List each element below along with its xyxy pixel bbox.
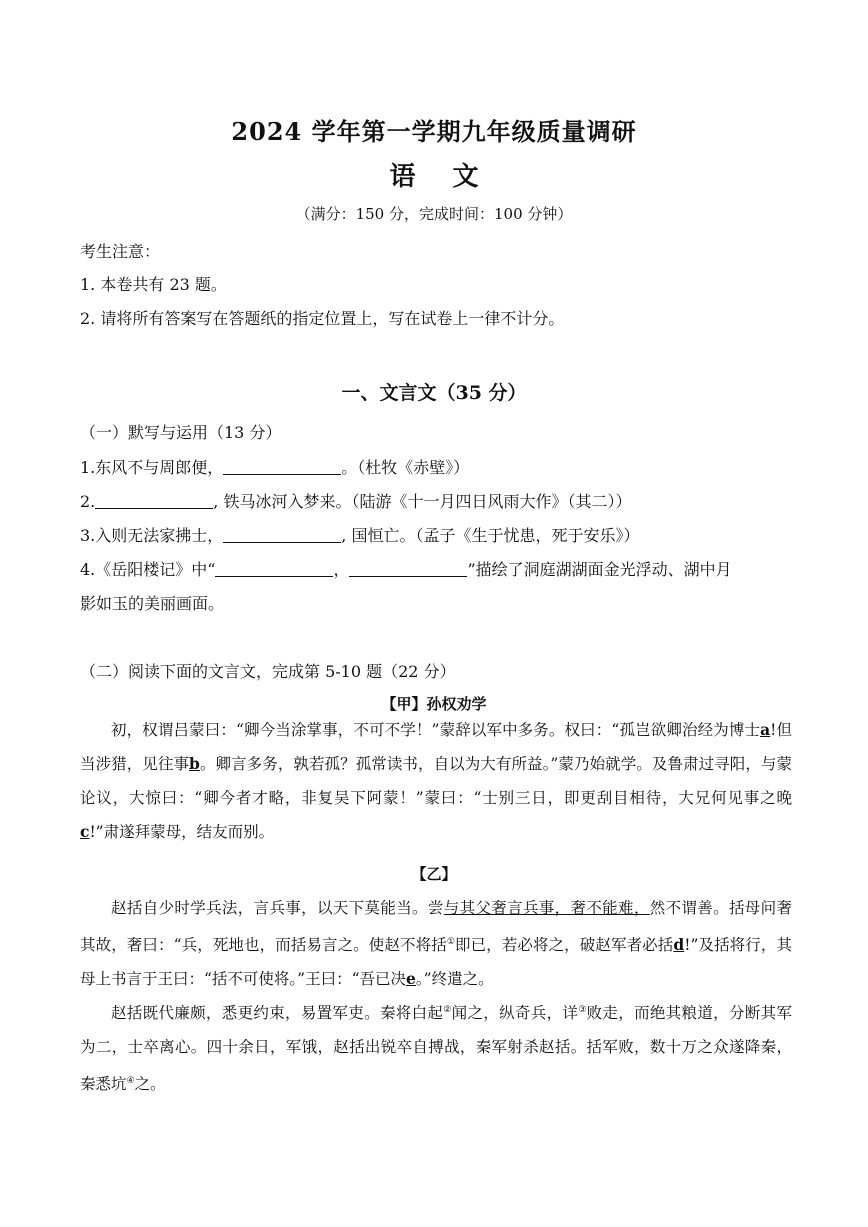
notice-heading: 考生注意：: [80, 242, 161, 261]
passage-yi-paragraph-1: [80, 891, 792, 996]
footnote-2: ②: [443, 1005, 452, 1015]
q4-desc: ”描绘了洞庭湖湖面金光浮动、湖中月: [467, 560, 732, 579]
yi-p2-s1: 赵括既代廉颇，悉更约束，易置军吏。秦将白起: [111, 1004, 444, 1023]
footnote-1: ①: [446, 937, 455, 947]
q1-text: 1.东风不与周郎便，: [80, 458, 224, 477]
notice-item-1: 1. 本卷共有 23 题。: [80, 275, 227, 294]
score-info: （满分：150 分，完成时间：100 分钟）: [295, 205, 573, 223]
q1-blank[interactable]: [223, 459, 341, 475]
jia-sentence-3: 。卿言多务，孰若孤？孤常读书，自以为大有所益。”蒙乃始就学。及鲁肃过寻阳，与蒙论议，大惊曰：“卿今者才略，非复吴下阿蒙！”蒙曰：“士别三日，即更刮目相待，大兄何见事之晚: [80, 755, 792, 807]
footnote-3: ③: [578, 1005, 587, 1015]
yi-p2-s4: 之。: [134, 1075, 166, 1094]
passage-jia-text: [80, 713, 792, 849]
question-4: [80, 557, 792, 580]
mark-b: b: [189, 754, 200, 773]
q2-text: 2.: [80, 492, 96, 511]
yi-p1-s2: 然不谓善。括母问奢其故，奢曰：“兵，死地也，而括易言之。使赵不将括: [80, 899, 792, 955]
part1-heading: （一）默写与运用（13 分）: [80, 423, 282, 442]
passage-yi-paragraph-2: [80, 993, 792, 1101]
yi-p2-s2: 闻之，纵奇兵，详: [451, 1004, 579, 1023]
question-2: [80, 489, 792, 512]
underlined-sentence: 与其父奢言兵事，奢不能难，: [443, 899, 650, 917]
q4-text: 4.《岳阳楼记》中“: [80, 560, 216, 579]
mark-e: e: [406, 969, 416, 989]
question-4-cont: 影如玉的美丽画面。: [80, 594, 225, 613]
q2-blank[interactable]: [95, 493, 213, 509]
section-heading: 一、文言文（35 分）: [341, 382, 527, 404]
exam-title: 2024 学年第一学期九年级质量调研: [231, 117, 637, 146]
q3-text: 3.入则无法家拂士，: [80, 526, 224, 545]
footnote-4: ④: [126, 1076, 135, 1087]
notice-item-2: 2. 请将所有答案写在答题纸的指定位置上，写在试卷上一律不计分。: [80, 309, 565, 328]
yi-p1-s4: !”及括将行，其母上书言于王曰：“括不可使将。”王曰：“吾已决: [80, 936, 792, 989]
jia-sentence-2: !但当涉猎，见往事: [80, 721, 792, 773]
mark-c: c: [80, 822, 90, 841]
passage-jia-title: 【甲】孙权劝学: [381, 695, 487, 713]
q4-blank-2[interactable]: [349, 561, 467, 577]
q4-sep: ，: [333, 560, 350, 579]
mark-d: d: [673, 935, 685, 955]
subject-title: 语 文: [389, 162, 479, 192]
part2-heading: （二）阅读下面的文言文，完成第 5-10 题（22 分）: [80, 662, 456, 681]
yi-p1-s3: 即已，若必将之，破赵军者必括: [454, 936, 674, 955]
q4-blank-1[interactable]: [215, 561, 333, 577]
q3-source: , 国恒亡。（孟子《生于忧患，死于安乐》）: [341, 526, 640, 545]
q3-blank[interactable]: [223, 527, 341, 543]
yi-p2-s3: 败走，而绝其粮道，分断其军为二，士卒离心。四十余日，军饿，赵括出锐卒自搏战，秦军射杀赵括。括军败，数十万之众遂降秦，秦悉坑: [80, 1004, 792, 1094]
question-3: [80, 523, 792, 546]
passage-yi-title: 【乙】: [411, 865, 457, 883]
yi-p1-s1: 赵括自少时学兵法，言兵事，以天下莫能当。尝: [111, 899, 444, 917]
q1-source: 。（杜牧《赤壁》）: [341, 458, 470, 477]
yi-p1-s5: 。”终遣之。: [415, 970, 494, 989]
question-1: [80, 455, 792, 478]
jia-sentence-1: 初，权谓吕蒙曰：“卿今当涂掌事，不可不学！”蒙辞以军中多务。权曰：“孤岂欲卿治经为博士: [111, 721, 761, 739]
jia-sentence-4: !”肃遂拜蒙母，结友而别。: [89, 823, 275, 841]
mark-a: a: [760, 720, 771, 739]
q2-source: , 铁马冰河入梦来。（陆游《十一月四日风雨大作》（其二））: [213, 492, 632, 511]
